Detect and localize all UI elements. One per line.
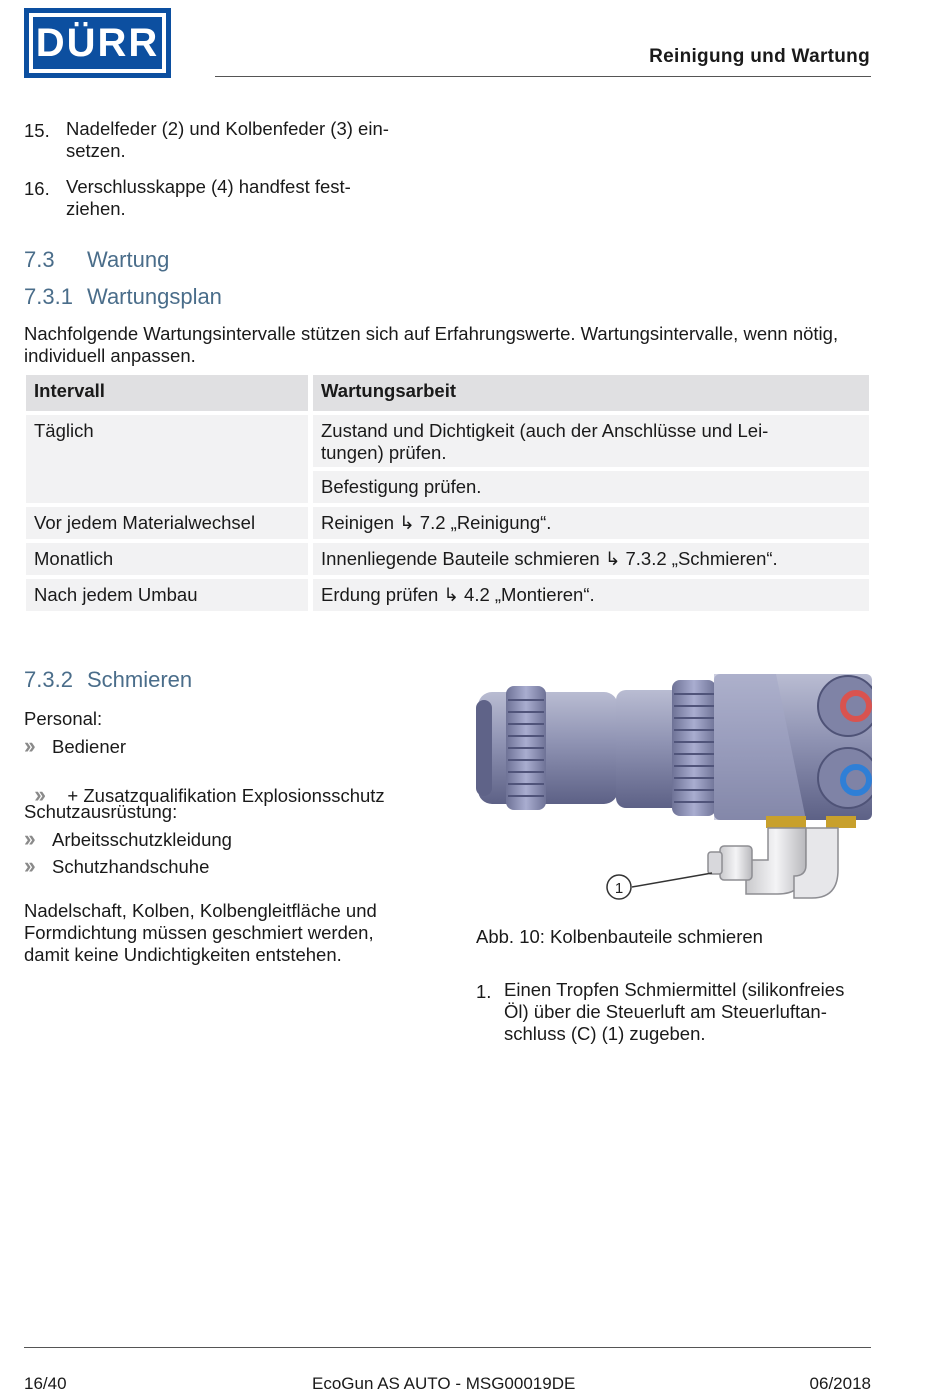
step-text: Verschlusskappe (4) handfest fest- ziehen.	[66, 176, 351, 219]
running-header: Reinigung und Wartung	[649, 46, 870, 67]
maintenance-table	[24, 373, 870, 613]
step-1	[476, 979, 876, 1049]
duerr-logo	[24, 8, 171, 78]
chevron-bullet-icon: ››	[24, 733, 33, 758]
document-date: 06/2018	[809, 1374, 871, 1393]
list-item	[24, 828, 232, 851]
heading-number: 7.3	[24, 247, 55, 272]
table-header-task: Wartungsarbeit	[313, 375, 869, 411]
figure-illustration	[476, 670, 872, 906]
list-item	[24, 855, 209, 878]
step-number: 16.	[24, 178, 50, 199]
table-cell-interval: Nach jedem Umbau	[26, 579, 308, 611]
table-cell-task: Innenliegende Bauteile schmieren ↳ 7.3.2 „Schmieren“.	[313, 543, 869, 575]
heading-7-3	[24, 247, 169, 273]
step-text: Einen Tropfen Schmiermittel (silikonfreies Öl) über die Steuerluft am Steuerluftan- schluss (C) (1) zugeben.	[504, 979, 845, 1044]
heading-title: Wartungsplan	[87, 284, 222, 309]
step-number: 15.	[24, 120, 50, 141]
personnel-label: Personal:	[24, 708, 103, 729]
step-text: Nadelfeder (2) und Kolbenfeder (3) ein- setzen.	[66, 118, 389, 161]
table-cell-task: Reinigen ↳ 7.2 „Reinigung“.	[313, 507, 869, 539]
logo-text: DÜRR	[33, 17, 162, 69]
list-item-text: Bediener	[52, 736, 127, 757]
list-item-text: Arbeitsschutzkleidung	[52, 829, 232, 850]
table-cell-interval: Täglich	[26, 415, 308, 503]
heading-number: 7.3.1	[24, 284, 73, 309]
header-rule	[215, 76, 871, 77]
lubrication-note: Nadelschaft, Kolben, Kolbengleitfläche und Formdichtung müssen geschmiert werden, damit keine Undichtigkeiten entstehen.	[24, 900, 377, 965]
list-item-text: Schutzhandschuhe	[52, 856, 210, 877]
spray-gun-figure	[476, 670, 872, 906]
equipment-label: Schutzausrüstung:	[24, 801, 178, 822]
footer-rule	[24, 1347, 871, 1348]
table-cell-interval: Monatlich	[26, 543, 308, 575]
table-header-interval: Intervall	[26, 375, 308, 411]
step-16	[24, 176, 444, 222]
heading-number: 7.3.2	[24, 667, 73, 692]
maintenance-intro: Nachfolgende Wartungsintervalle stützen sich auf Erfahrungswerte. Wartungsintervalle, wenn nötig, individuell anpassen.	[24, 323, 839, 366]
step-number: 1.	[476, 981, 492, 1002]
heading-7-3-2	[24, 667, 192, 693]
figure-callout: 1	[614, 880, 624, 897]
heading-title: Wartung	[87, 247, 170, 272]
table-cell-task: Zustand und Dichtigkeit (auch der Anschlüsse und Lei- tungen) prüfen.	[313, 415, 869, 467]
figure-caption: Abb. 10: Kolbenbauteile schmieren	[476, 926, 763, 947]
document-id: EcoGun AS AUTO - MSG00019DE	[312, 1374, 576, 1393]
chevron-bullet-icon: ››	[34, 782, 43, 807]
table-cell-interval: Vor jedem Materialwechsel	[26, 507, 308, 539]
chevron-bullet-icon: ››	[24, 853, 33, 878]
table-cell-task: Erdung prüfen ↳ 4.2 „Montieren“.	[313, 579, 869, 611]
heading-7-3-1	[24, 284, 222, 310]
list-item-text: + Zusatzqualifikation Explosionsschutz	[62, 785, 385, 806]
heading-title: Schmieren	[87, 667, 193, 692]
table-cell-task: Befestigung prüfen.	[313, 471, 869, 503]
list-item	[24, 735, 126, 758]
step-15	[24, 118, 444, 164]
page-number: 16/40	[24, 1374, 67, 1393]
chevron-bullet-icon: ››	[24, 826, 33, 851]
